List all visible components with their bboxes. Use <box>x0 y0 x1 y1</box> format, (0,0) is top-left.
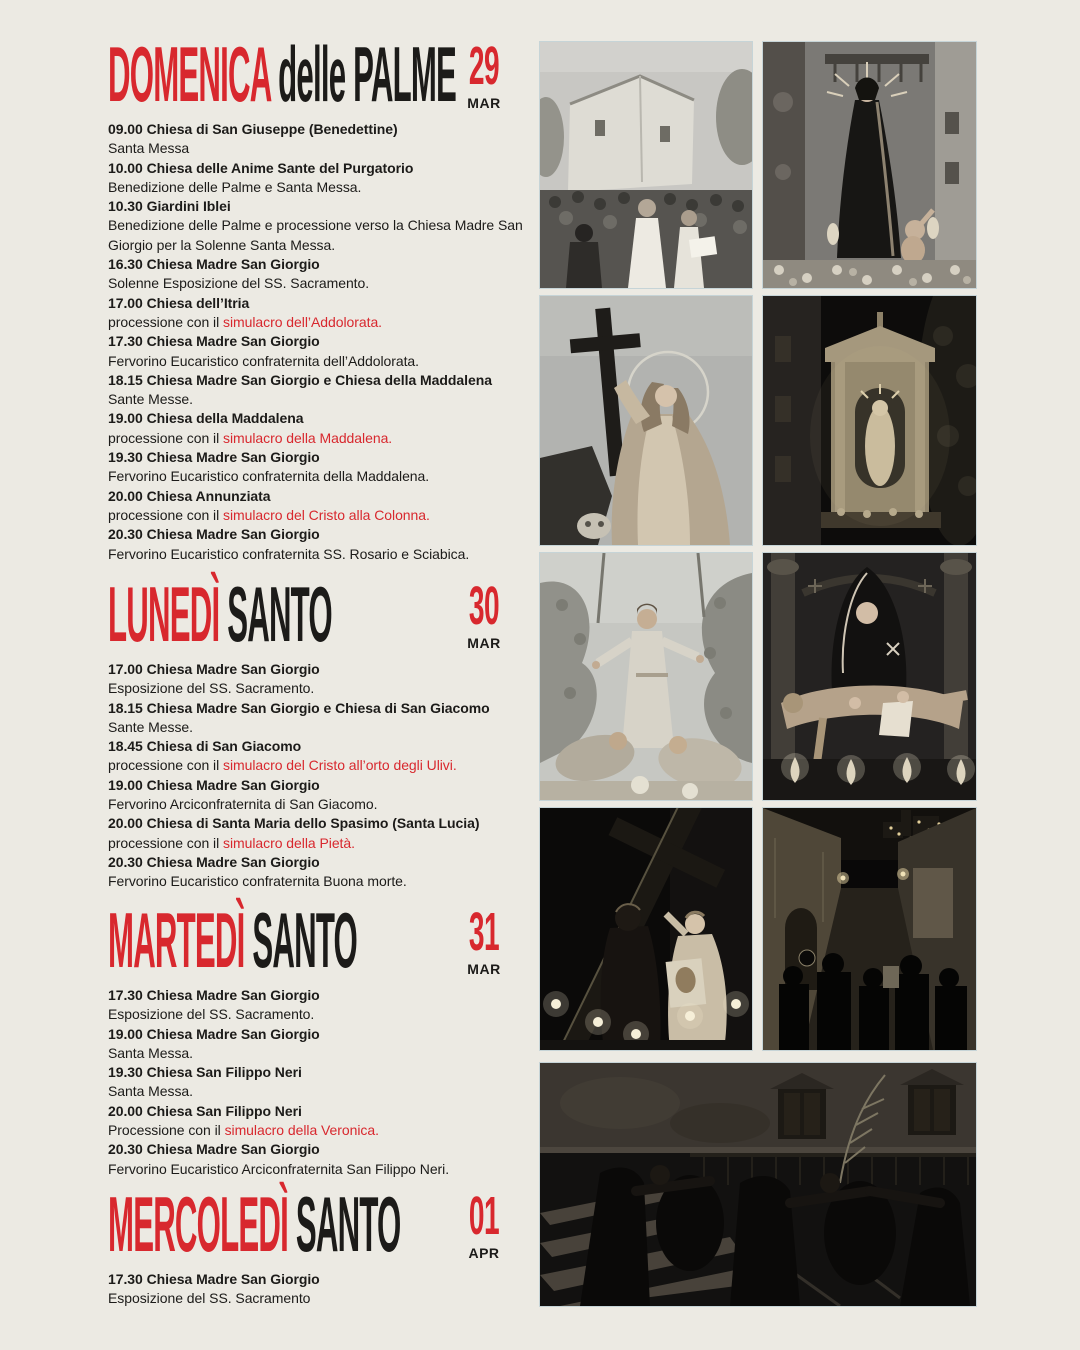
event-line <box>108 197 526 216</box>
date-day: 31 <box>468 902 500 962</box>
event-line <box>108 390 526 409</box>
event-description: Benedizione delle Palme e Santa Messa. <box>108 178 362 195</box>
photo-illustration <box>763 808 976 1050</box>
event-line <box>108 834 526 853</box>
date-month: APR <box>468 1245 500 1261</box>
section-domenica-delle-palme <box>108 30 523 564</box>
event-time-place: 16.30 Chiesa Madre San Giorgio <box>108 256 320 273</box>
event-line <box>108 756 526 775</box>
section-header <box>108 570 522 658</box>
event-line <box>108 216 526 255</box>
section-title-accent: MERCOLEDÌ <box>108 1180 288 1268</box>
photo-veronica-cristo <box>540 808 752 1050</box>
event-description: Benedizione delle Palme e processione verso la Chiesa Madre San Giorgio per la Solenne Santa Messa. <box>108 217 523 253</box>
section-martedi-santo <box>108 896 522 1179</box>
date-month: MAR <box>467 635 501 651</box>
event-line <box>108 429 526 448</box>
section-title <box>108 1180 401 1268</box>
section-title-rest: SANTO <box>252 896 358 984</box>
photo-palm-procession-church <box>540 42 752 288</box>
event-simulacro-highlight: simulacro della Veronica. <box>224 1122 379 1139</box>
section-title <box>108 896 358 984</box>
date-month: MAR <box>467 961 501 977</box>
event-time-place: 19.30 Chiesa Madre San Giorgio <box>108 449 320 466</box>
event-line <box>108 139 526 158</box>
section-events <box>108 986 526 1179</box>
event-time-place: 20.00 Chiesa San Filippo Neri <box>108 1102 302 1119</box>
section-title <box>108 570 332 658</box>
event-description: Fervorino Eucaristico confraternita Buona morte. <box>108 873 407 890</box>
event-line <box>108 448 526 467</box>
section-date <box>448 576 520 651</box>
photo-illustration <box>540 808 752 1050</box>
event-line <box>108 853 526 872</box>
photo-maddalena-statue <box>540 296 752 545</box>
event-time-place: 17.30 Chiesa Madre San Giorgio <box>108 987 320 1003</box>
event-time-place: 09.00 Chiesa di San Giuseppe (Benedettine) <box>108 121 398 137</box>
event-description: Santa Messa. <box>108 1083 193 1100</box>
date-day: 30 <box>468 576 500 636</box>
section-title-rest: delle PALME <box>278 30 457 118</box>
photo-illustration <box>763 42 976 288</box>
event-time-place: 17.00 Chiesa Madre San Giorgio <box>108 661 320 677</box>
event-line <box>108 159 526 178</box>
event-description: Sante Messe. <box>108 391 193 408</box>
event-simulacro-highlight: simulacro del Cristo alla Colonna. <box>223 506 430 523</box>
event-line <box>108 525 526 544</box>
event-line <box>108 1270 526 1289</box>
section-title-accent: LUNEDÌ <box>108 570 220 658</box>
event-description: Santa Messa <box>108 140 190 157</box>
event-simulacro-highlight: simulacro della Maddalena. <box>223 429 393 446</box>
event-line <box>108 506 526 525</box>
event-line <box>108 737 526 756</box>
event-line <box>108 120 526 139</box>
event-description: Esposizione del SS. Sacramento <box>108 1290 311 1307</box>
date-day: 01 <box>468 1186 500 1246</box>
event-description: Fervorino Eucaristico Arciconfraternita San Filippo Neri. <box>108 1160 450 1177</box>
event-line <box>108 679 526 698</box>
photo-illustration <box>540 296 752 545</box>
event-time-place: 20.00 Chiesa di Santa Maria dello Spasimo (Santa Lucia) <box>108 815 480 832</box>
section-lunedi-santo <box>108 570 522 892</box>
section-header <box>108 896 522 984</box>
event-time-place: 17.30 Chiesa Madre San Giorgio <box>108 1271 320 1287</box>
section-date <box>448 36 520 111</box>
event-line <box>108 1044 526 1063</box>
section-events <box>108 660 526 892</box>
event-line <box>108 1005 526 1024</box>
event-line <box>108 872 526 891</box>
photo-illustration <box>540 553 752 800</box>
event-line <box>108 409 526 428</box>
event-description: processione con il <box>108 429 224 446</box>
event-description: Santa Messa. <box>108 1044 193 1061</box>
event-time-place: 20.00 Chiesa Annunziata <box>108 487 271 504</box>
event-time-place: 18.15 Chiesa Madre San Giorgio e Chiesa di San Giacomo <box>108 699 490 716</box>
event-description: processione con il <box>108 834 224 851</box>
section-events <box>108 1270 526 1309</box>
schedule-column <box>108 0 522 1350</box>
event-description: processione con il <box>108 757 224 774</box>
section-mercoledi-santo <box>108 1180 522 1309</box>
event-line <box>108 313 526 332</box>
photo-illustration <box>540 42 752 288</box>
section-date <box>448 902 520 977</box>
event-time-place: 19.30 Chiesa San Filippo Neri <box>108 1064 302 1081</box>
photo-illustration <box>763 553 976 800</box>
event-description: processione con il <box>108 506 224 523</box>
event-time-place: 20.30 Chiesa Madre San Giorgio <box>108 1141 320 1158</box>
event-line <box>108 776 526 795</box>
event-time-place: 17.00 Chiesa dell’Itria <box>108 294 250 311</box>
event-description: Fervorino Eucaristico confraternita dell’Addolorata. <box>108 352 419 369</box>
event-description: Esposizione del SS. Sacramento. <box>108 680 315 697</box>
event-line <box>108 699 526 718</box>
event-line <box>108 1160 526 1179</box>
event-line <box>108 1121 526 1140</box>
section-header <box>108 30 522 118</box>
date-month: MAR <box>467 95 501 111</box>
event-description: Sante Messe. <box>108 718 193 735</box>
date-day: 29 <box>468 36 500 96</box>
event-line <box>108 274 526 293</box>
event-time-place: 18.15 Chiesa Madre San Giorgio e Chiesa della Maddalena <box>108 371 492 388</box>
event-line <box>108 255 526 274</box>
event-line <box>108 660 526 679</box>
photo-grid <box>540 0 976 1350</box>
event-description: Fervorino Eucaristico confraternita SS. Rosario e Sciabica. <box>108 545 470 562</box>
event-time-place: 19.00 Chiesa della Maddalena <box>108 410 304 427</box>
event-simulacro-highlight: simulacro della Pietà. <box>223 834 355 851</box>
event-line <box>108 814 526 833</box>
section-title <box>108 30 457 118</box>
event-line <box>108 1102 526 1121</box>
event-time-place: 18.45 Chiesa di San Giacomo <box>108 738 302 755</box>
event-line <box>108 1063 526 1082</box>
event-line <box>108 1289 526 1308</box>
event-line <box>108 545 526 564</box>
event-line <box>108 986 526 1005</box>
event-description: Solenne Esposizione del SS. Sacramento. <box>108 275 370 292</box>
event-line <box>108 467 526 486</box>
section-title-accent: DOMENICA <box>108 30 271 118</box>
event-line <box>108 294 526 313</box>
event-line <box>108 1140 526 1159</box>
event-line <box>108 371 526 390</box>
event-time-place: 17.30 Chiesa Madre San Giorgio <box>108 333 320 350</box>
event-line <box>108 718 526 737</box>
event-time-place: 20.30 Chiesa Madre San Giorgio <box>108 853 320 870</box>
photo-addolorata-statue <box>763 42 976 288</box>
event-time-place: 10.30 Giardini Iblei <box>108 198 231 215</box>
photo-illustration <box>763 296 976 545</box>
event-line <box>108 352 526 371</box>
event-time-place: 19.00 Chiesa Madre San Giorgio <box>108 1025 320 1042</box>
photo-processione-notturna <box>763 808 976 1050</box>
section-title-rest: SANTO <box>295 1180 401 1268</box>
section-header <box>108 1180 522 1268</box>
event-time-place: 10.00 Chiesa delle Anime Sante del Purgatorio <box>108 159 414 176</box>
event-description: Fervorino Arciconfraternita di San Giacomo. <box>108 796 378 813</box>
event-line <box>108 332 526 351</box>
event-line <box>108 178 526 197</box>
event-line <box>108 1082 526 1101</box>
event-simulacro-highlight: simulacro del Cristo all’orto degli Ulivi. <box>223 757 457 774</box>
photo-cristo-alla-colonna <box>763 296 976 545</box>
event-simulacro-highlight: simulacro dell’Addolorata. <box>223 313 383 330</box>
section-title-accent: MARTEDÌ <box>108 896 245 984</box>
photo-orto-degli-ulivi <box>540 553 752 800</box>
photo-pieta-statue <box>763 553 976 800</box>
section-title-rest: SANTO <box>227 570 332 658</box>
event-description: Fervorino Eucaristico confraternita della Maddalena. <box>108 468 430 485</box>
event-line <box>108 795 526 814</box>
event-time-place: 19.00 Chiesa Madre San Giorgio <box>108 776 320 793</box>
event-time-place: 20.30 Chiesa Madre San Giorgio <box>108 526 320 543</box>
event-description: Processione con il <box>108 1122 225 1139</box>
event-line <box>108 487 526 506</box>
section-events <box>108 120 526 564</box>
event-description: processione con il <box>108 313 224 330</box>
photo-illustration <box>540 1063 976 1306</box>
section-date <box>448 1186 520 1261</box>
event-line <box>108 1025 526 1044</box>
photo-scalinata-notturna <box>540 1063 976 1306</box>
event-description: Esposizione del SS. Sacramento. <box>108 1006 315 1023</box>
